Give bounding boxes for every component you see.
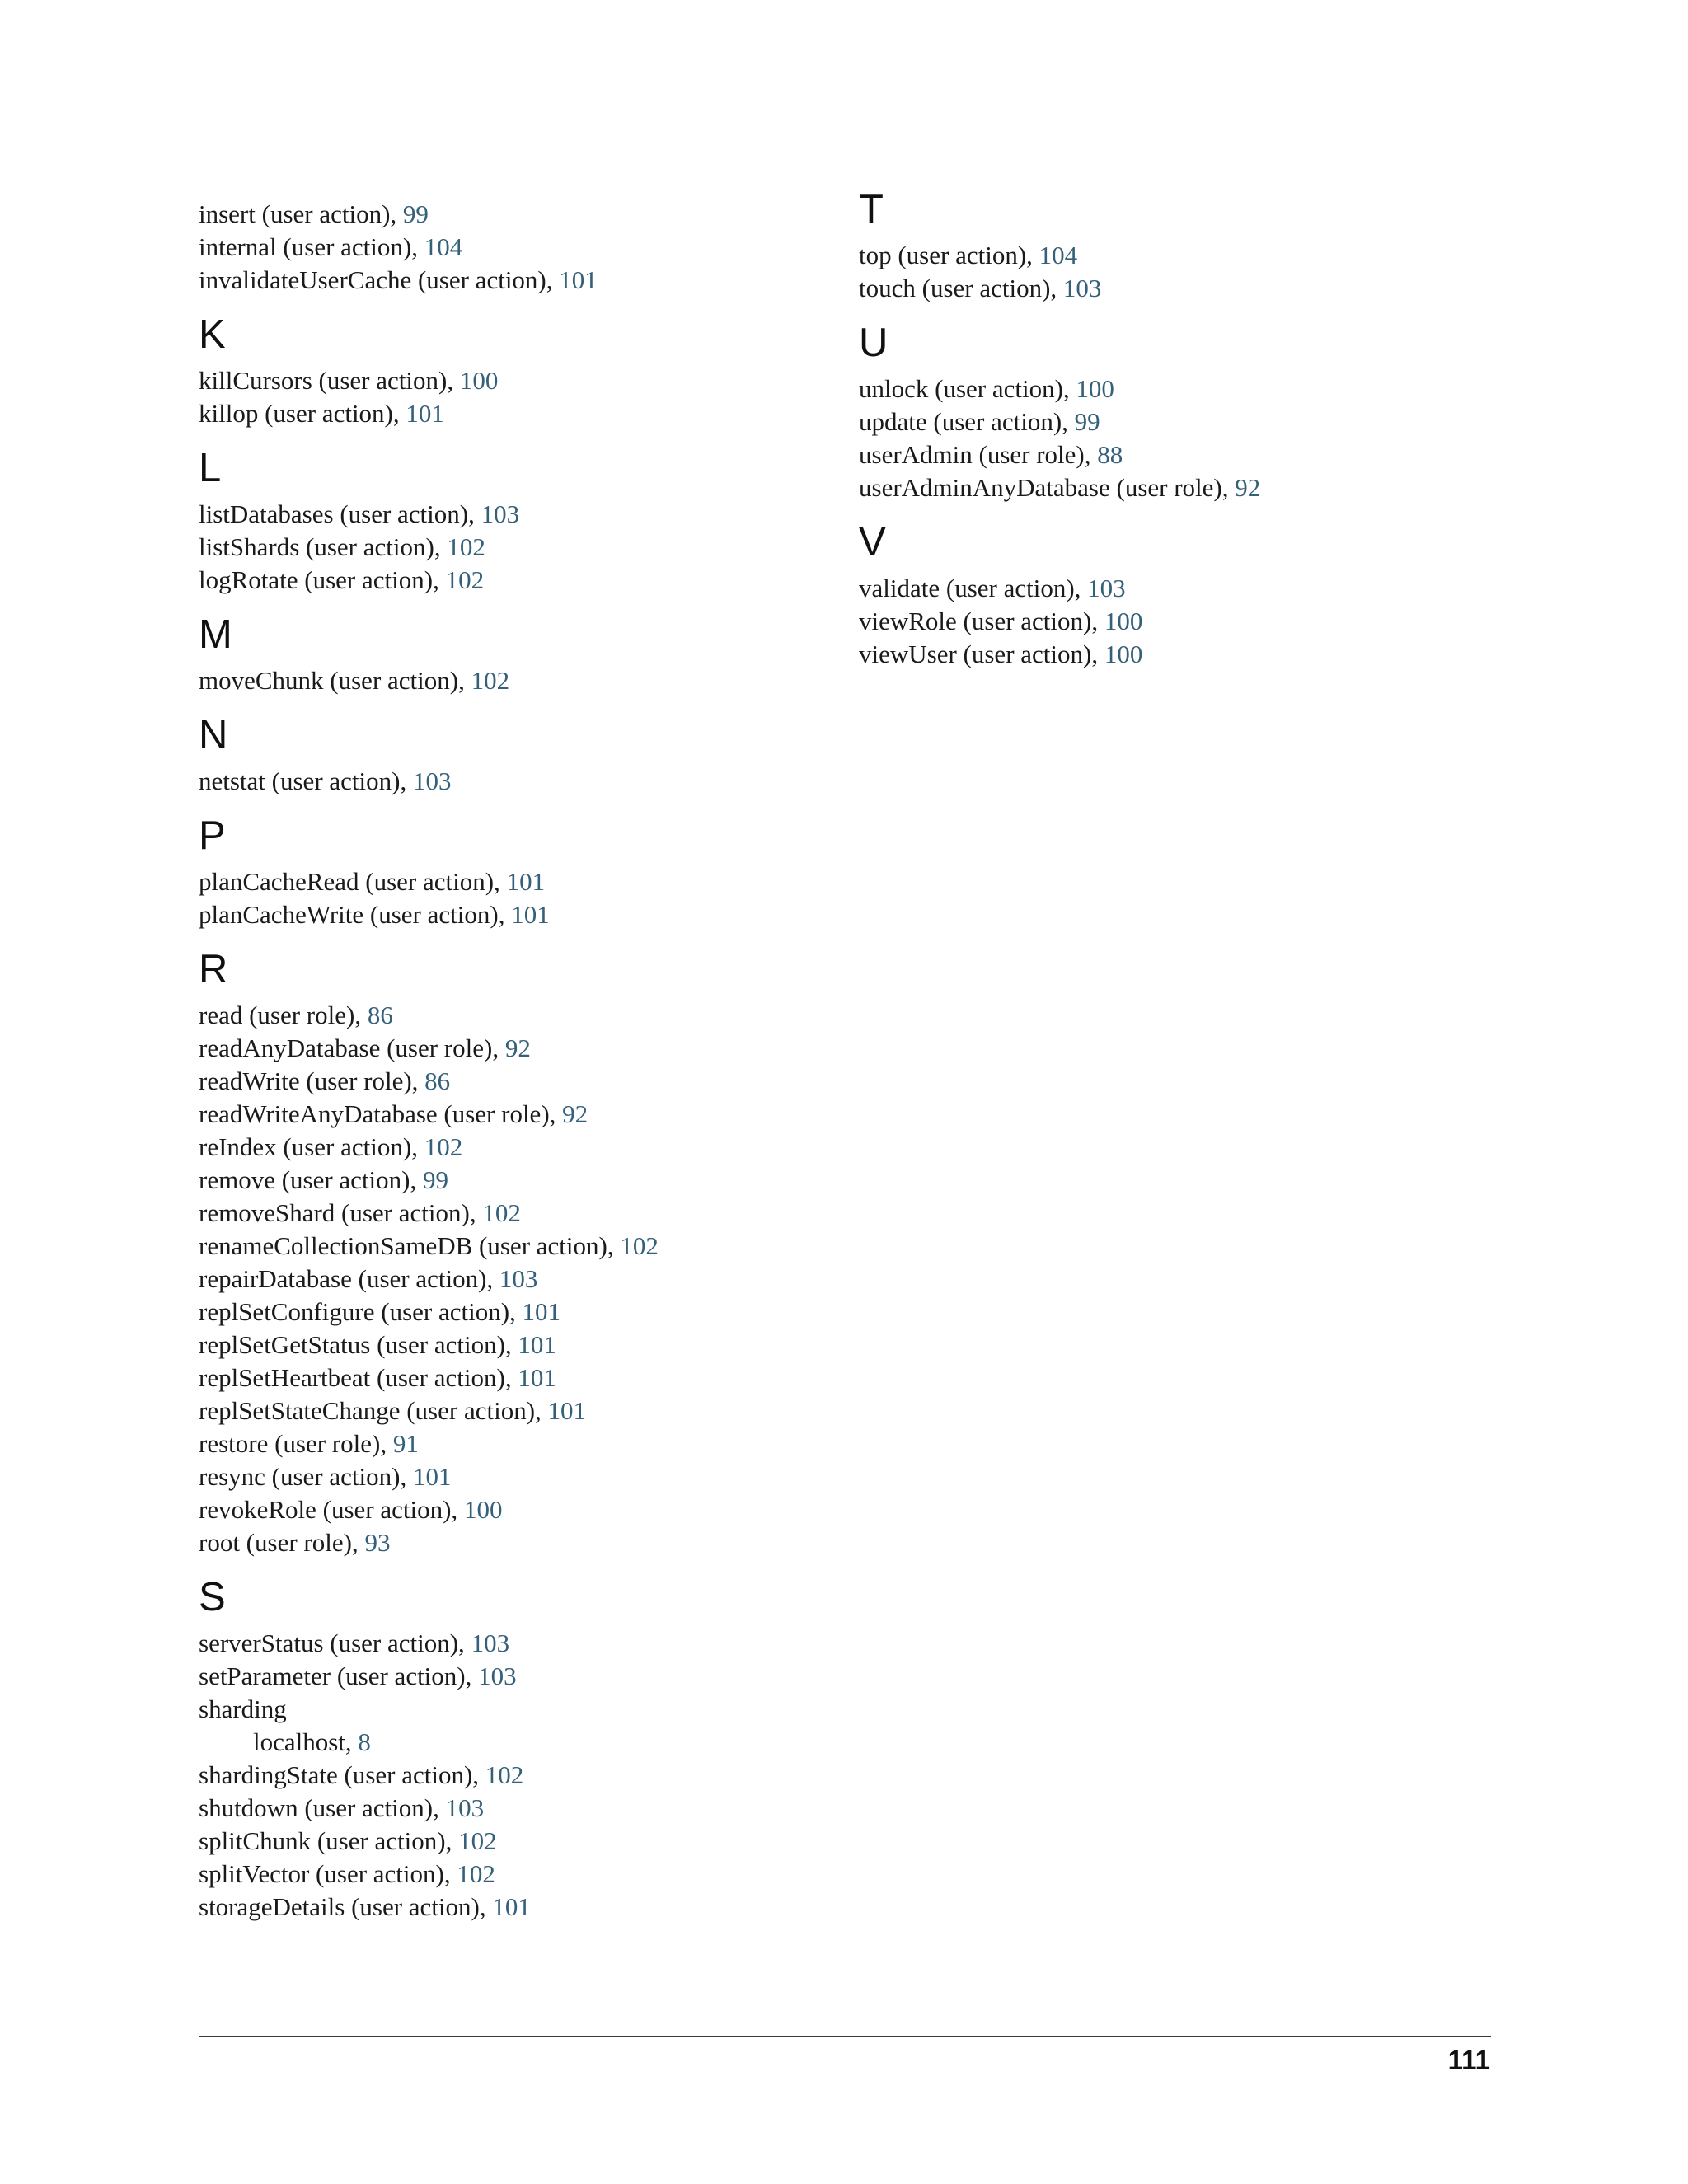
index-term: renameCollectionSameDB (user action), bbox=[199, 1231, 621, 1260]
index-entry-splitchunk bbox=[199, 1825, 825, 1858]
index-letter-heading: S bbox=[199, 1575, 226, 1619]
index-term: netstat (user action), bbox=[199, 766, 413, 795]
index-entry-list bbox=[199, 198, 825, 297]
index-entry-listshards bbox=[199, 531, 825, 564]
index-entry-invalidateusercache bbox=[199, 264, 825, 297]
index-entry-validate bbox=[859, 572, 1485, 605]
index-term: readAnyDatabase (user role), bbox=[199, 1033, 505, 1062]
index-entry-list bbox=[199, 865, 825, 931]
index-entry-list bbox=[199, 1627, 825, 1924]
index-entry-reindex bbox=[199, 1131, 825, 1164]
index-entry-remove bbox=[199, 1164, 825, 1197]
page-reference-link[interactable]: 100 bbox=[459, 366, 499, 395]
index-group-continued bbox=[199, 198, 825, 297]
index-entry-shutdown bbox=[199, 1792, 825, 1825]
index-entry-renamecollectionsamedb bbox=[199, 1230, 825, 1263]
index-term: splitChunk (user action), bbox=[199, 1826, 459, 1855]
page-reference-link[interactable]: 8 bbox=[358, 1727, 371, 1756]
page-reference-link[interactable]: 102 bbox=[620, 1231, 659, 1260]
index-term: insert (user action), bbox=[199, 199, 403, 228]
index-entry-list bbox=[859, 239, 1485, 305]
index-term: splitVector (user action), bbox=[199, 1859, 457, 1888]
index-entry-netstat bbox=[199, 765, 825, 798]
index-term: logRotate (user action), bbox=[199, 565, 446, 594]
page-reference-link[interactable]: 88 bbox=[1097, 440, 1123, 469]
footer-rule bbox=[199, 2036, 1491, 2037]
index-letter-heading: K bbox=[199, 312, 226, 357]
index-term: setParameter (user action), bbox=[199, 1661, 479, 1690]
index-letter-heading: U bbox=[859, 321, 889, 365]
index-term: planCacheWrite (user action), bbox=[199, 900, 512, 929]
index-letter-heading: T bbox=[859, 187, 884, 232]
index-entry-unlock bbox=[859, 373, 1485, 405]
page-reference-link[interactable]: 102 bbox=[424, 1132, 463, 1161]
index-entry-plancachewrite bbox=[199, 898, 825, 931]
page-reference-link[interactable]: 102 bbox=[445, 565, 485, 594]
page-reference-link[interactable]: 101 bbox=[406, 399, 444, 428]
page-reference-link[interactable]: 100 bbox=[1104, 607, 1143, 635]
index-term: read (user role), bbox=[199, 1001, 368, 1029]
index-letter-heading: N bbox=[199, 713, 228, 757]
index-entry-top bbox=[859, 239, 1485, 272]
index-term: shardingState (user action), bbox=[199, 1760, 485, 1789]
index-term: killop (user action), bbox=[199, 399, 406, 428]
index-term: removeShard (user action), bbox=[199, 1198, 483, 1227]
index-entry-killcursors bbox=[199, 364, 825, 397]
page-reference-link[interactable]: 101 bbox=[412, 1462, 452, 1491]
page-reference-link[interactable]: 86 bbox=[424, 1066, 451, 1095]
index-term: top (user action), bbox=[859, 241, 1039, 269]
page-reference-link[interactable]: 102 bbox=[485, 1760, 524, 1789]
index-group-s bbox=[199, 1574, 825, 1924]
index-entry-removeshard bbox=[199, 1197, 825, 1230]
index-term: reIndex (user action), bbox=[199, 1132, 424, 1161]
page-reference-link[interactable]: 103 bbox=[471, 1629, 510, 1657]
page-reference-link[interactable]: 92 bbox=[562, 1099, 588, 1128]
index-term: serverStatus (user action), bbox=[199, 1629, 471, 1657]
index-entry-storagedetails bbox=[199, 1891, 825, 1924]
index-term: update (user action), bbox=[859, 407, 1075, 436]
index-term: replSetHeartbeat (user action), bbox=[199, 1363, 518, 1392]
index-entry-logrotate bbox=[199, 564, 825, 597]
page-reference-link[interactable]: 101 bbox=[506, 867, 546, 896]
index-entry-sharding bbox=[199, 1693, 825, 1726]
index-letter-heading: M bbox=[199, 612, 232, 657]
index-entry-movechunk bbox=[199, 664, 825, 697]
page-reference-link[interactable]: 99 bbox=[1074, 407, 1100, 436]
page-reference-link[interactable]: 101 bbox=[522, 1297, 561, 1326]
page-reference-link[interactable]: 102 bbox=[458, 1826, 497, 1855]
index-entry-killop bbox=[199, 397, 825, 430]
index-term: localhost, bbox=[253, 1727, 359, 1756]
index-term: validate (user action), bbox=[859, 574, 1088, 602]
page-reference-link[interactable]: 92 bbox=[1235, 473, 1261, 502]
index-entry-touch bbox=[859, 272, 1485, 305]
index-term: revokeRole (user action), bbox=[199, 1495, 464, 1524]
index-term: remove (user action), bbox=[199, 1165, 423, 1194]
page-reference-link[interactable]: 103 bbox=[412, 766, 452, 795]
page-number: 111 bbox=[1447, 2045, 1490, 2075]
index-term: internal (user action), bbox=[199, 232, 424, 261]
index-entry-shardingstate bbox=[199, 1759, 825, 1792]
index-entry-revokerole bbox=[199, 1493, 825, 1526]
page-reference-link[interactable]: 103 bbox=[499, 1264, 538, 1293]
index-column-right bbox=[859, 186, 1485, 671]
index-entry-list bbox=[199, 364, 825, 430]
index-letter-heading: L bbox=[199, 446, 222, 490]
index-entry-resync bbox=[199, 1460, 825, 1493]
index-term: shutdown (user action), bbox=[199, 1793, 446, 1822]
page-reference-link[interactable]: 100 bbox=[463, 1495, 503, 1524]
page-reference-link[interactable]: 103 bbox=[445, 1793, 485, 1822]
index-term: replSetGetStatus (user action), bbox=[199, 1330, 518, 1359]
page-reference-link[interactable]: 104 bbox=[424, 232, 463, 261]
index-entry-root bbox=[199, 1526, 825, 1559]
index-entry-replsetstatechange bbox=[199, 1394, 825, 1427]
index-term: touch (user action), bbox=[859, 274, 1063, 302]
index-entry-readwriteanydatabase bbox=[199, 1098, 825, 1131]
page-reference-link[interactable]: 101 bbox=[492, 1892, 531, 1921]
index-term: restore (user role), bbox=[199, 1429, 393, 1458]
index-entry-splitvector bbox=[199, 1858, 825, 1891]
index-entry-internal bbox=[199, 231, 825, 264]
index-term: repairDatabase (user action), bbox=[199, 1264, 499, 1293]
index-term: readWriteAnyDatabase (user role), bbox=[199, 1099, 563, 1128]
index-term: planCacheRead (user action), bbox=[199, 867, 507, 896]
page-reference-link[interactable]: 101 bbox=[511, 900, 550, 929]
index-entry-serverstatus bbox=[199, 1627, 825, 1660]
index-entry-replsetgetstatus bbox=[199, 1329, 825, 1361]
page-reference-link[interactable]: 99 bbox=[423, 1165, 448, 1194]
index-entry-read bbox=[199, 999, 825, 1032]
index-entry-localhost bbox=[199, 1726, 825, 1759]
page-reference-link[interactable]: 86 bbox=[367, 1001, 393, 1029]
index-letter-heading: P bbox=[199, 813, 226, 858]
index-term: root (user role), bbox=[199, 1528, 365, 1557]
index-term: unlock (user action), bbox=[859, 374, 1076, 403]
index-entry-replsetheartbeat bbox=[199, 1361, 825, 1394]
page-reference-link[interactable]: 99 bbox=[402, 199, 429, 228]
index-entry-insert bbox=[199, 198, 825, 231]
index-term: moveChunk (user action), bbox=[199, 666, 471, 695]
index-group-k bbox=[199, 312, 825, 430]
page-reference-link[interactable]: 104 bbox=[1039, 241, 1078, 269]
index-entry-viewuser bbox=[859, 638, 1485, 671]
index-term: listShards (user action), bbox=[199, 532, 448, 561]
index-entry-useradminanydatabase bbox=[859, 471, 1485, 504]
index-group-u bbox=[859, 320, 1485, 504]
index-entry-restore bbox=[199, 1427, 825, 1460]
index-entry-list bbox=[199, 999, 825, 1559]
page-reference-link[interactable]: 91 bbox=[392, 1429, 419, 1458]
page-reference-link[interactable]: 101 bbox=[518, 1330, 556, 1359]
index-term: userAdmin (user role), bbox=[859, 440, 1098, 469]
index-term: viewUser (user action), bbox=[859, 640, 1104, 668]
index-group-m bbox=[199, 612, 825, 697]
index-term: storageDetails (user action), bbox=[199, 1892, 493, 1921]
index-entry-list bbox=[199, 498, 825, 597]
page-reference-link[interactable]: 102 bbox=[482, 1198, 521, 1227]
index-term: replSetConfigure (user action), bbox=[199, 1297, 523, 1326]
index-entry-replsetconfigure bbox=[199, 1296, 825, 1329]
index-entry-list bbox=[859, 572, 1485, 671]
index-term: userAdminAnyDatabase (user role), bbox=[859, 473, 1236, 502]
index-entry-useradmin bbox=[859, 438, 1485, 471]
page-reference-link[interactable]: 103 bbox=[1062, 274, 1102, 302]
index-entry-list bbox=[859, 373, 1485, 504]
page-reference-link[interactable]: 93 bbox=[364, 1528, 391, 1557]
page-reference-link[interactable]: 101 bbox=[518, 1363, 556, 1392]
index-term: readWrite (user role), bbox=[199, 1066, 425, 1095]
index-column-left bbox=[199, 198, 825, 1924]
index-entry-listdatabases bbox=[199, 498, 825, 531]
page-reference-link[interactable]: 101 bbox=[547, 1396, 587, 1425]
page-reference-link[interactable]: 103 bbox=[481, 499, 520, 528]
page-reference-link[interactable]: 100 bbox=[1104, 640, 1143, 668]
index-term: listDatabases (user action), bbox=[199, 499, 481, 528]
page-reference-link[interactable]: 102 bbox=[447, 532, 485, 561]
index-letter-heading: R bbox=[199, 947, 228, 991]
page-reference-link[interactable]: 102 bbox=[457, 1859, 495, 1888]
index-group-t bbox=[859, 186, 1485, 305]
page-reference-link[interactable]: 103 bbox=[1087, 574, 1126, 602]
index-group-v bbox=[859, 519, 1485, 671]
index-entry-setparameter bbox=[199, 1660, 825, 1693]
index-group-p bbox=[199, 813, 825, 931]
index-entry-readanydatabase bbox=[199, 1032, 825, 1065]
index-letter-heading: V bbox=[859, 520, 886, 565]
index-term: viewRole (user action), bbox=[859, 607, 1104, 635]
index-entry-plancacheread bbox=[199, 865, 825, 898]
index-entry-readwrite bbox=[199, 1065, 825, 1098]
index-entry-repairdatabase bbox=[199, 1263, 825, 1296]
index-group-n bbox=[199, 712, 825, 798]
index-term: killCursors (user action), bbox=[199, 366, 460, 395]
index-entry-list bbox=[199, 765, 825, 798]
page-reference-link[interactable]: 100 bbox=[1076, 374, 1114, 403]
index-term: resync (user action), bbox=[199, 1462, 413, 1491]
index-entry-list bbox=[199, 664, 825, 697]
index-group-r bbox=[199, 946, 825, 1559]
page-reference-link[interactable]: 102 bbox=[471, 666, 510, 695]
index-term: invalidateUserCache (user action), bbox=[199, 265, 560, 294]
page-reference-link[interactable]: 101 bbox=[559, 265, 598, 294]
index-group-l bbox=[199, 445, 825, 597]
page-reference-link[interactable]: 103 bbox=[478, 1661, 517, 1690]
index-entry-viewrole bbox=[859, 605, 1485, 638]
page-reference-link[interactable]: 92 bbox=[504, 1033, 531, 1062]
index-entry-update bbox=[859, 405, 1485, 438]
index-term: sharding bbox=[199, 1694, 287, 1723]
index-term: replSetStateChange (user action), bbox=[199, 1396, 548, 1425]
